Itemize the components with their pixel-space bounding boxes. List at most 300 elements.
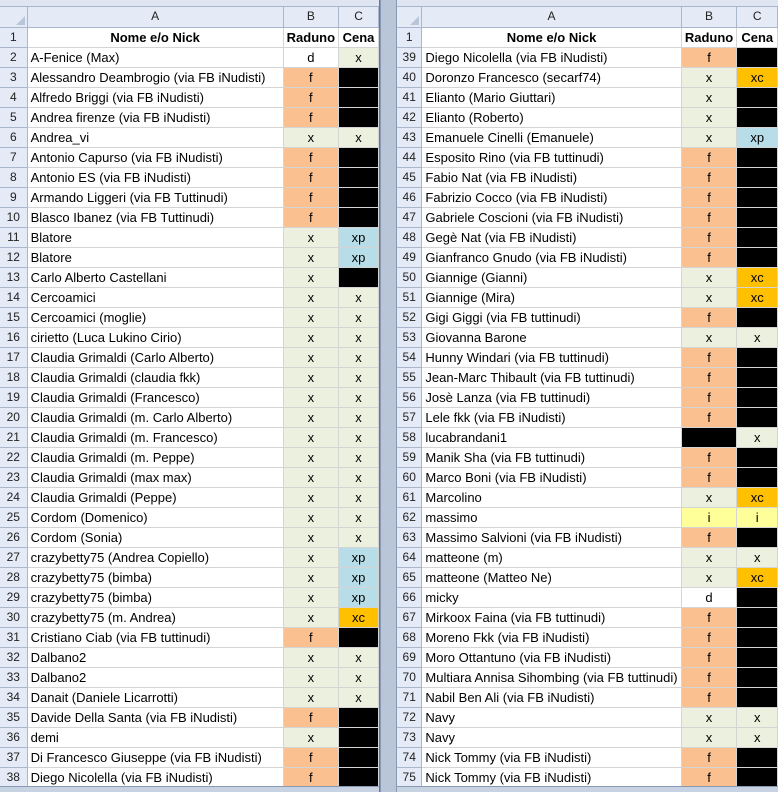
raduno-cell[interactable]: i xyxy=(681,507,737,527)
row-number[interactable]: 14 xyxy=(0,287,27,307)
row-number[interactable]: 15 xyxy=(0,307,27,327)
cena-cell[interactable] xyxy=(737,447,778,467)
left-pane[interactable] xyxy=(0,0,380,792)
name-cell[interactable]: Gegè Nat (via FB iNudisti) xyxy=(422,227,681,247)
row-number[interactable]: 32 xyxy=(0,647,27,667)
name-cell[interactable]: Cristiano Ciab (via FB tuttinudi) xyxy=(27,627,283,647)
raduno-cell[interactable]: x xyxy=(681,67,737,87)
raduno-cell[interactable]: f xyxy=(681,367,737,387)
cena-cell[interactable] xyxy=(737,367,778,387)
header-cell-raduno[interactable]: Raduno xyxy=(681,27,737,47)
row-number[interactable]: 33 xyxy=(0,667,27,687)
column-header-c[interactable]: C xyxy=(339,7,379,27)
row-number[interactable]: 58 xyxy=(397,427,422,447)
cena-cell[interactable]: x xyxy=(339,447,379,467)
cena-cell[interactable] xyxy=(339,767,379,787)
name-cell[interactable]: Claudia Grimaldi (Francesco) xyxy=(27,387,283,407)
sheet-tabs-strip[interactable] xyxy=(397,786,778,792)
raduno-cell[interactable]: x xyxy=(283,447,338,467)
cena-cell[interactable] xyxy=(737,587,778,607)
cena-cell[interactable] xyxy=(737,467,778,487)
raduno-cell[interactable]: x xyxy=(283,127,338,147)
row-number[interactable]: 27 xyxy=(0,547,27,567)
raduno-cell[interactable]: f xyxy=(681,147,737,167)
raduno-cell[interactable]: x xyxy=(681,567,737,587)
name-cell[interactable]: Andrea firenze (via FB iNudisti) xyxy=(27,107,283,127)
raduno-cell[interactable]: f xyxy=(681,407,737,427)
header-cell-cena[interactable]: Cena xyxy=(737,27,778,47)
cena-cell[interactable] xyxy=(737,627,778,647)
name-cell[interactable]: Diego Nicolella (via FB iNudisti) xyxy=(27,767,283,787)
name-cell[interactable]: demi xyxy=(27,727,283,747)
name-cell[interactable]: Lele fkk (via FB iNudisti) xyxy=(422,407,681,427)
row-number[interactable]: 68 xyxy=(397,627,422,647)
raduno-cell[interactable]: f xyxy=(681,607,737,627)
raduno-cell[interactable]: x xyxy=(283,507,338,527)
cena-cell[interactable]: xc xyxy=(737,67,778,87)
row-number[interactable]: 3 xyxy=(0,67,27,87)
cena-cell[interactable]: x xyxy=(339,47,379,67)
name-cell[interactable]: Claudia Grimaldi (max max) xyxy=(27,467,283,487)
cena-cell[interactable] xyxy=(737,607,778,627)
name-cell[interactable]: Gigi Giggi (via FB tuttinudi) xyxy=(422,307,681,327)
row-number[interactable]: 29 xyxy=(0,587,27,607)
raduno-cell[interactable]: x xyxy=(283,367,338,387)
name-cell[interactable]: Cordom (Sonia) xyxy=(27,527,283,547)
row-number[interactable]: 49 xyxy=(397,247,422,267)
cena-cell[interactable]: x xyxy=(339,487,379,507)
cena-cell[interactable]: x xyxy=(737,707,778,727)
raduno-cell[interactable]: f xyxy=(283,187,338,207)
column-header-b[interactable]: B xyxy=(283,7,338,27)
name-cell[interactable]: Esposito Rino (via FB tuttinudi) xyxy=(422,147,681,167)
raduno-cell[interactable]: f xyxy=(681,247,737,267)
name-cell[interactable]: Dalbano2 xyxy=(27,667,283,687)
row-number[interactable]: 28 xyxy=(0,567,27,587)
name-cell[interactable]: Moreno Fkk (via FB iNudisti) xyxy=(422,627,681,647)
row-number[interactable]: 2 xyxy=(0,47,27,67)
row-number[interactable]: 18 xyxy=(0,367,27,387)
row-number[interactable]: 16 xyxy=(0,327,27,347)
raduno-cell[interactable]: x xyxy=(283,347,338,367)
raduno-cell[interactable]: f xyxy=(283,747,338,767)
raduno-cell[interactable]: x xyxy=(283,227,338,247)
cena-cell[interactable] xyxy=(339,747,379,767)
cena-cell[interactable]: xc xyxy=(737,287,778,307)
cena-cell[interactable] xyxy=(737,387,778,407)
cena-cell[interactable] xyxy=(339,627,379,647)
name-cell[interactable]: Antonio Capurso (via FB iNudisti) xyxy=(27,147,283,167)
raduno-cell[interactable]: x xyxy=(283,427,338,447)
raduno-cell[interactable]: d xyxy=(681,587,737,607)
raduno-cell[interactable]: f xyxy=(283,627,338,647)
raduno-cell[interactable]: x xyxy=(283,267,338,287)
name-cell[interactable]: Emanuele Cinelli (Emanuele) xyxy=(422,127,681,147)
row-number[interactable]: 48 xyxy=(397,227,422,247)
raduno-cell[interactable]: x xyxy=(681,107,737,127)
row-number[interactable]: 57 xyxy=(397,407,422,427)
row-number[interactable]: 13 xyxy=(0,267,27,287)
raduno-cell[interactable]: f xyxy=(681,527,737,547)
name-cell[interactable]: Cordom (Domenico) xyxy=(27,507,283,527)
raduno-cell[interactable]: f xyxy=(283,67,338,87)
raduno-cell[interactable]: d xyxy=(283,47,338,67)
row-number[interactable]: 34 xyxy=(0,687,27,707)
cena-cell[interactable] xyxy=(339,267,379,287)
cena-cell[interactable]: x xyxy=(339,127,379,147)
name-cell[interactable]: Cercoamici (moglie) xyxy=(27,307,283,327)
row-number[interactable]: 73 xyxy=(397,727,422,747)
name-cell[interactable]: Navy xyxy=(422,727,681,747)
name-cell[interactable]: Antonio ES (via FB iNudisti) xyxy=(27,167,283,187)
name-cell[interactable]: micky xyxy=(422,587,681,607)
name-cell[interactable]: Nick Tommy (via FB iNudisti) xyxy=(422,747,681,767)
row-number[interactable]: 71 xyxy=(397,687,422,707)
cena-cell[interactable] xyxy=(339,207,379,227)
name-cell[interactable]: Marcolino xyxy=(422,487,681,507)
cena-cell[interactable]: x xyxy=(339,687,379,707)
name-cell[interactable]: Claudia Grimaldi (claudia fkk) xyxy=(27,367,283,387)
name-cell[interactable]: Giovanna Barone xyxy=(422,327,681,347)
cena-cell[interactable] xyxy=(737,107,778,127)
name-cell[interactable]: Blatore xyxy=(27,227,283,247)
row-number[interactable]: 8 xyxy=(0,167,27,187)
name-cell[interactable]: crazybetty75 (m. Andrea) xyxy=(27,607,283,627)
raduno-cell[interactable]: x xyxy=(283,547,338,567)
cena-cell[interactable] xyxy=(737,87,778,107)
cena-cell[interactable]: x xyxy=(737,327,778,347)
cena-cell[interactable]: x xyxy=(339,527,379,547)
name-cell[interactable]: Dalbano2 xyxy=(27,647,283,667)
row-number[interactable]: 72 xyxy=(397,707,422,727)
row-number[interactable]: 63 xyxy=(397,527,422,547)
name-cell[interactable]: Doronzo Francesco (secarf74) xyxy=(422,67,681,87)
cena-cell[interactable]: x xyxy=(339,347,379,367)
cena-cell[interactable]: xc xyxy=(737,487,778,507)
raduno-cell[interactable]: f xyxy=(681,467,737,487)
name-cell[interactable]: Claudia Grimaldi (Peppe) xyxy=(27,487,283,507)
cena-cell[interactable] xyxy=(339,187,379,207)
raduno-cell[interactable]: x xyxy=(681,727,737,747)
raduno-cell[interactable]: f xyxy=(681,687,737,707)
row-number[interactable]: 46 xyxy=(397,187,422,207)
raduno-cell[interactable]: x xyxy=(283,727,338,747)
column-header-c[interactable]: C xyxy=(737,7,778,27)
row-number[interactable]: 1 xyxy=(397,27,422,47)
cena-cell[interactable]: xc xyxy=(737,267,778,287)
name-cell[interactable]: Jean-Marc Thibault (via FB tuttinudi) xyxy=(422,367,681,387)
name-cell[interactable]: Davide Della Santa (via FB iNudisti) xyxy=(27,707,283,727)
row-number[interactable]: 43 xyxy=(397,127,422,147)
row-number[interactable]: 1 xyxy=(0,27,27,47)
raduno-cell[interactable]: x xyxy=(283,407,338,427)
row-number[interactable]: 41 xyxy=(397,87,422,107)
cena-cell[interactable] xyxy=(339,67,379,87)
row-number[interactable]: 24 xyxy=(0,487,27,507)
name-cell[interactable]: Navy xyxy=(422,707,681,727)
raduno-cell[interactable]: f xyxy=(681,627,737,647)
raduno-cell[interactable]: x xyxy=(283,327,338,347)
name-cell[interactable]: Blasco Ibanez (via FB Tuttinudi) xyxy=(27,207,283,227)
row-number[interactable]: 4 xyxy=(0,87,27,107)
row-number[interactable]: 9 xyxy=(0,187,27,207)
name-cell[interactable]: Josè Lanza (via FB tuttinudi) xyxy=(422,387,681,407)
header-cell-raduno[interactable]: Raduno xyxy=(283,27,338,47)
select-all-corner[interactable] xyxy=(0,7,27,27)
cena-cell[interactable]: x xyxy=(339,327,379,347)
cena-cell[interactable]: x xyxy=(339,427,379,447)
cena-cell[interactable]: x xyxy=(339,307,379,327)
column-header-a[interactable]: A xyxy=(422,7,681,27)
row-number[interactable]: 47 xyxy=(397,207,422,227)
raduno-cell[interactable]: x xyxy=(681,487,737,507)
name-cell[interactable]: matteone (m) xyxy=(422,547,681,567)
name-cell[interactable]: Nick Tommy (via FB iNudisti) xyxy=(422,767,681,787)
cena-cell[interactable] xyxy=(737,687,778,707)
cena-cell[interactable]: xc xyxy=(339,607,379,627)
row-number[interactable]: 59 xyxy=(397,447,422,467)
raduno-cell[interactable]: x xyxy=(283,527,338,547)
cena-cell[interactable] xyxy=(737,307,778,327)
cena-cell[interactable] xyxy=(737,667,778,687)
row-number[interactable]: 7 xyxy=(0,147,27,167)
row-number[interactable]: 39 xyxy=(397,47,422,67)
row-number[interactable]: 70 xyxy=(397,667,422,687)
raduno-cell[interactable]: f xyxy=(681,387,737,407)
cena-cell[interactable] xyxy=(737,767,778,787)
raduno-cell[interactable]: x xyxy=(283,307,338,327)
right-pane[interactable] xyxy=(397,0,778,792)
raduno-cell[interactable]: x xyxy=(283,467,338,487)
raduno-cell[interactable]: x xyxy=(681,707,737,727)
row-number[interactable]: 61 xyxy=(397,487,422,507)
row-number[interactable]: 20 xyxy=(0,407,27,427)
column-header-a[interactable]: A xyxy=(27,7,283,27)
raduno-cell[interactable]: x xyxy=(681,327,737,347)
row-number[interactable]: 40 xyxy=(397,67,422,87)
row-number[interactable]: 37 xyxy=(0,747,27,767)
cena-cell[interactable] xyxy=(737,247,778,267)
row-number[interactable]: 35 xyxy=(0,707,27,727)
name-cell[interactable]: Claudia Grimaldi (m. Francesco) xyxy=(27,427,283,447)
raduno-cell[interactable]: f xyxy=(283,87,338,107)
name-cell[interactable]: crazybetty75 (bimba) xyxy=(27,567,283,587)
raduno-cell[interactable]: f xyxy=(681,667,737,687)
name-cell[interactable]: Massimo Salvioni (via FB iNudisti) xyxy=(422,527,681,547)
raduno-cell[interactable]: f xyxy=(681,47,737,67)
cena-cell[interactable]: xp xyxy=(339,587,379,607)
name-cell[interactable]: matteone (Matteo Ne) xyxy=(422,567,681,587)
row-number[interactable]: 5 xyxy=(0,107,27,127)
raduno-cell[interactable]: f xyxy=(681,647,737,667)
row-number[interactable]: 52 xyxy=(397,307,422,327)
raduno-cell[interactable]: f xyxy=(681,307,737,327)
row-number[interactable]: 69 xyxy=(397,647,422,667)
raduno-cell[interactable]: x xyxy=(283,287,338,307)
raduno-cell[interactable]: x xyxy=(283,487,338,507)
name-cell[interactable]: lucabrandani1 xyxy=(422,427,681,447)
cena-cell[interactable] xyxy=(339,87,379,107)
header-cell-cena[interactable]: Cena xyxy=(339,27,379,47)
name-cell[interactable]: Giannige (Mira) xyxy=(422,287,681,307)
raduno-cell[interactable]: x xyxy=(283,247,338,267)
cena-cell[interactable] xyxy=(737,347,778,367)
cena-cell[interactable]: xp xyxy=(339,247,379,267)
cena-cell[interactable] xyxy=(339,727,379,747)
row-number[interactable]: 65 xyxy=(397,567,422,587)
sheet-tabs-strip[interactable] xyxy=(0,786,379,792)
cena-cell[interactable] xyxy=(339,167,379,187)
name-cell[interactable]: Fabio Nat (via FB iNudisti) xyxy=(422,167,681,187)
raduno-cell[interactable] xyxy=(681,427,737,447)
cena-cell[interactable] xyxy=(737,47,778,67)
name-cell[interactable]: Mirkoox Faina (via FB tuttinudi) xyxy=(422,607,681,627)
raduno-cell[interactable]: x xyxy=(681,287,737,307)
name-cell[interactable]: Cercoamici xyxy=(27,287,283,307)
name-cell[interactable]: Gabriele Coscioni (via FB iNudisti) xyxy=(422,207,681,227)
cena-cell[interactable] xyxy=(737,527,778,547)
name-cell[interactable]: A-Fenice (Max) xyxy=(27,47,283,67)
name-cell[interactable]: Claudia Grimaldi (Carlo Alberto) xyxy=(27,347,283,367)
cena-cell[interactable] xyxy=(737,207,778,227)
name-cell[interactable]: Armando Liggeri (via FB Tuttinudi) xyxy=(27,187,283,207)
name-cell[interactable]: Elianto (Mario Giuttari) xyxy=(422,87,681,107)
row-number[interactable]: 31 xyxy=(0,627,27,647)
cena-cell[interactable]: x xyxy=(339,407,379,427)
row-number[interactable]: 55 xyxy=(397,367,422,387)
row-number[interactable]: 75 xyxy=(397,767,422,787)
row-number[interactable]: 53 xyxy=(397,327,422,347)
cena-cell[interactable]: x xyxy=(339,387,379,407)
row-number[interactable]: 11 xyxy=(0,227,27,247)
cena-cell[interactable]: i xyxy=(737,507,778,527)
cena-cell[interactable]: x xyxy=(339,287,379,307)
cena-cell[interactable] xyxy=(339,107,379,127)
row-number[interactable]: 12 xyxy=(0,247,27,267)
raduno-cell[interactable]: f xyxy=(283,707,338,727)
raduno-cell[interactable]: f xyxy=(283,147,338,167)
raduno-cell[interactable]: f xyxy=(681,447,737,467)
cena-cell[interactable] xyxy=(339,707,379,727)
row-number[interactable]: 22 xyxy=(0,447,27,467)
cena-cell[interactable] xyxy=(737,147,778,167)
name-cell[interactable]: cirietto (Luca Lukino Cirio) xyxy=(27,327,283,347)
select-all-corner[interactable] xyxy=(397,7,422,27)
name-cell[interactable]: Giannige (Gianni) xyxy=(422,267,681,287)
name-cell[interactable]: Gianfranco Gnudo (via FB iNudisti) xyxy=(422,247,681,267)
raduno-cell[interactable]: x xyxy=(283,647,338,667)
name-cell[interactable]: Elianto (Roberto) xyxy=(422,107,681,127)
cena-cell[interactable]: x xyxy=(737,727,778,747)
raduno-cell[interactable]: x xyxy=(681,267,737,287)
name-cell[interactable]: Manik Sha (via FB tuttinudi) xyxy=(422,447,681,467)
name-cell[interactable]: massimo xyxy=(422,507,681,527)
row-number[interactable]: 38 xyxy=(0,767,27,787)
cena-cell[interactable]: x xyxy=(339,647,379,667)
header-cell-name[interactable]: Nome e/o Nick xyxy=(27,27,283,47)
cena-cell[interactable] xyxy=(737,187,778,207)
raduno-cell[interactable]: f xyxy=(681,167,737,187)
name-cell[interactable]: crazybetty75 (Andrea Copiello) xyxy=(27,547,283,567)
row-number[interactable]: 44 xyxy=(397,147,422,167)
cena-cell[interactable]: xc xyxy=(737,567,778,587)
cena-cell[interactable]: xp xyxy=(737,127,778,147)
name-cell[interactable]: Fabrizio Cocco (via FB iNudisti) xyxy=(422,187,681,207)
cena-cell[interactable] xyxy=(737,647,778,667)
cena-cell[interactable] xyxy=(737,407,778,427)
cena-cell[interactable]: x xyxy=(737,547,778,567)
cena-cell[interactable]: xp xyxy=(339,227,379,247)
raduno-cell[interactable]: x xyxy=(283,387,338,407)
raduno-cell[interactable]: x xyxy=(283,567,338,587)
cena-cell[interactable]: x xyxy=(737,427,778,447)
row-number[interactable]: 30 xyxy=(0,607,27,627)
header-cell-name[interactable]: Nome e/o Nick xyxy=(422,27,681,47)
name-cell[interactable]: Alfredo Briggi (via FB iNudisti) xyxy=(27,87,283,107)
name-cell[interactable]: Claudia Grimaldi (m. Carlo Alberto) xyxy=(27,407,283,427)
row-number[interactable]: 6 xyxy=(0,127,27,147)
name-cell[interactable]: Carlo Alberto Castellani xyxy=(27,267,283,287)
cena-cell[interactable]: x xyxy=(339,367,379,387)
raduno-cell[interactable]: f xyxy=(283,207,338,227)
raduno-cell[interactable]: f xyxy=(283,107,338,127)
raduno-cell[interactable]: x xyxy=(681,547,737,567)
raduno-cell[interactable]: x xyxy=(681,87,737,107)
name-cell[interactable]: Hunny Windari (via FB tuttinudi) xyxy=(422,347,681,367)
row-number[interactable]: 50 xyxy=(397,267,422,287)
name-cell[interactable]: Di Francesco Giuseppe (via FB iNudisti) xyxy=(27,747,283,767)
raduno-cell[interactable]: f xyxy=(681,767,737,787)
name-cell[interactable]: Andrea_vi xyxy=(27,127,283,147)
raduno-cell[interactable]: f xyxy=(681,747,737,767)
name-cell[interactable]: Diego Nicolella (via FB iNudisti) xyxy=(422,47,681,67)
row-number[interactable]: 66 xyxy=(397,587,422,607)
name-cell[interactable]: Multiara Annisa Sihombing (via FB tuttinudi) xyxy=(422,667,681,687)
cena-cell[interactable] xyxy=(737,167,778,187)
raduno-cell[interactable]: f xyxy=(681,347,737,367)
row-number[interactable]: 60 xyxy=(397,467,422,487)
name-cell[interactable]: Blatore xyxy=(27,247,283,267)
row-number[interactable]: 74 xyxy=(397,747,422,767)
row-number[interactable]: 26 xyxy=(0,527,27,547)
cena-cell[interactable] xyxy=(737,747,778,767)
row-number[interactable]: 23 xyxy=(0,467,27,487)
row-number[interactable]: 10 xyxy=(0,207,27,227)
name-cell[interactable]: Danait (Daniele Licarrotti) xyxy=(27,687,283,707)
row-number[interactable]: 56 xyxy=(397,387,422,407)
row-number[interactable]: 54 xyxy=(397,347,422,367)
row-number[interactable]: 21 xyxy=(0,427,27,447)
cena-cell[interactable]: x xyxy=(339,467,379,487)
name-cell[interactable]: Marco Boni (via FB iNudisti) xyxy=(422,467,681,487)
raduno-cell[interactable]: x xyxy=(283,607,338,627)
row-number[interactable]: 67 xyxy=(397,607,422,627)
split-divider[interactable] xyxy=(380,0,397,792)
raduno-cell[interactable]: x xyxy=(283,587,338,607)
column-header-b[interactable]: B xyxy=(681,7,737,27)
raduno-cell[interactable]: f xyxy=(681,187,737,207)
cena-cell[interactable]: xp xyxy=(339,547,379,567)
name-cell[interactable]: Alessandro Deambrogio (via FB iNudisti) xyxy=(27,67,283,87)
row-number[interactable]: 64 xyxy=(397,547,422,567)
row-number[interactable]: 51 xyxy=(397,287,422,307)
raduno-cell[interactable]: f xyxy=(283,767,338,787)
raduno-cell[interactable]: x xyxy=(283,687,338,707)
raduno-cell[interactable]: x xyxy=(681,127,737,147)
row-number[interactable]: 36 xyxy=(0,727,27,747)
row-number[interactable]: 62 xyxy=(397,507,422,527)
cena-cell[interactable]: xp xyxy=(339,567,379,587)
